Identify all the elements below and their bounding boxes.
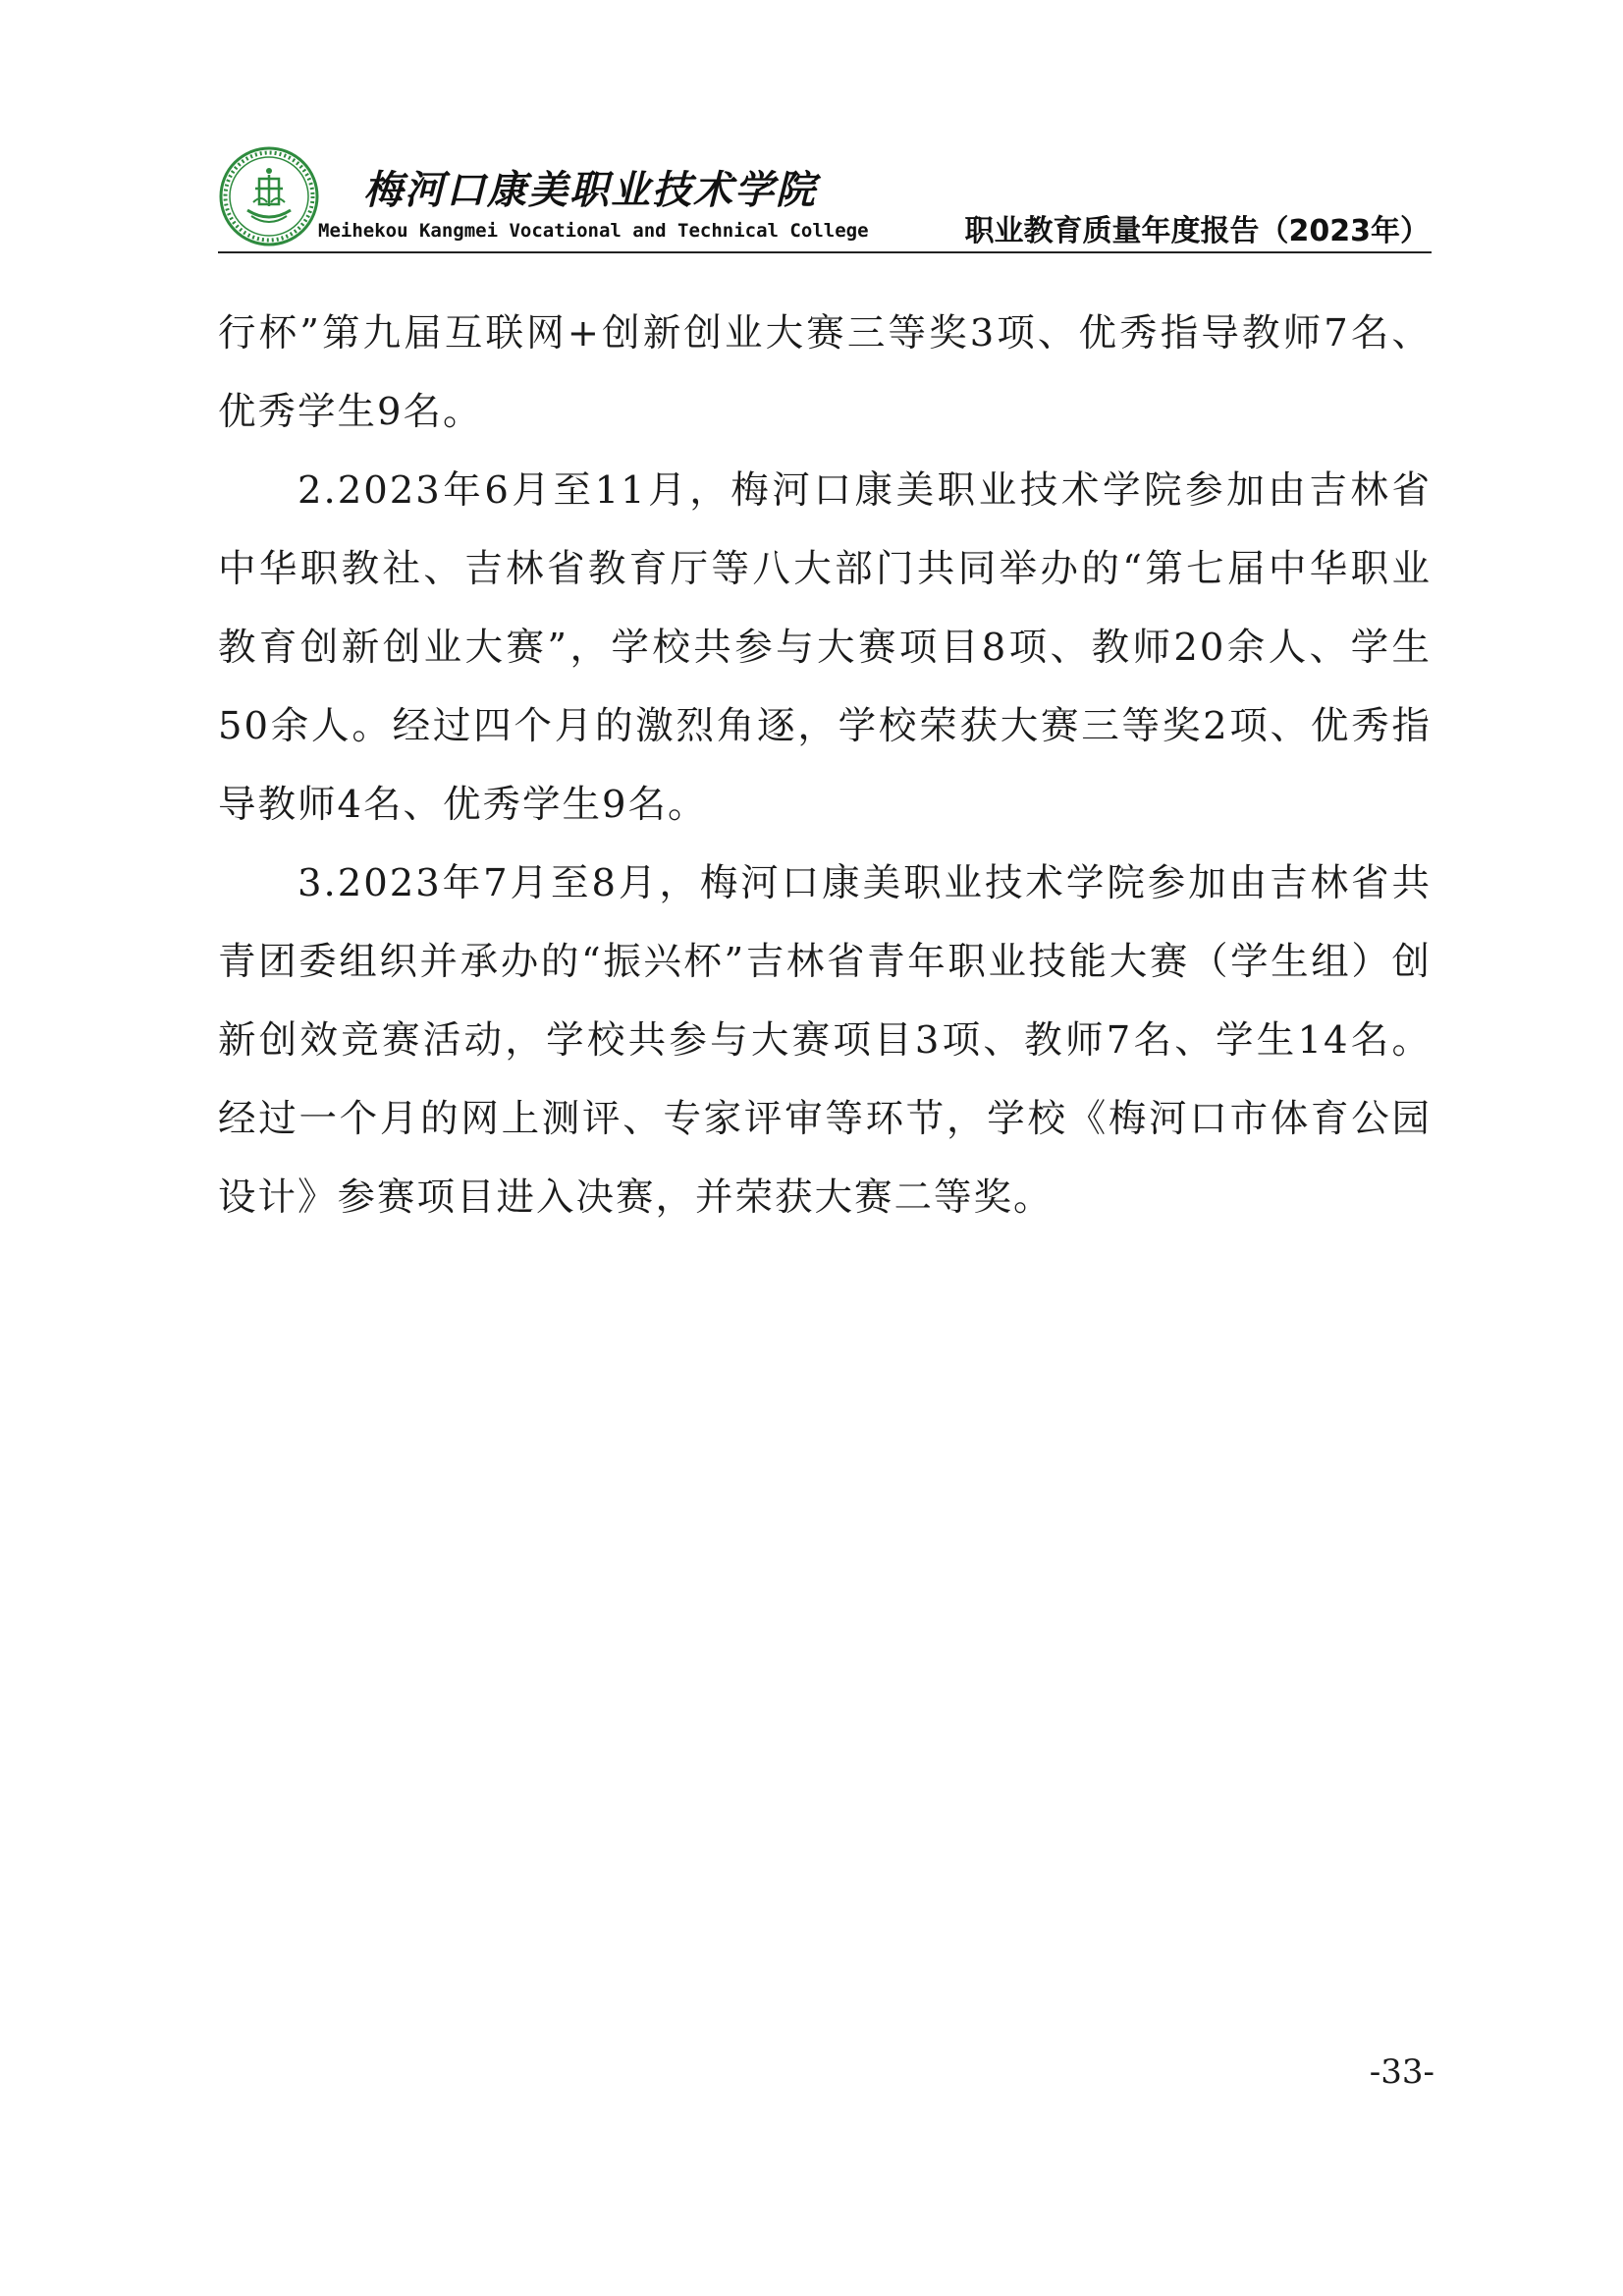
report-title: 职业教育质量年度报告（2023年） (964, 214, 1430, 248)
body-paragraph: 2.2023年6月至11月，梅河口康美职业技术学院参加由吉林省中华职教社、吉林省教育厅等八大部门共同举办的“第七届中华职业教育创新创业大赛”，学校共参与大赛项目8项、教师20余人、学生50余人。经过四个月的激烈角逐，学校荣获大赛三等奖2项、优秀指导教师4名、优秀学生9名。 (218, 468, 1432, 827)
page-header (218, 145, 1432, 251)
college-name-cn: 梅河口康美职业技术学院 (363, 167, 817, 213)
header-divider (218, 251, 1432, 253)
body-paragraph: 3.2023年7月至8月，梅河口康美职业技术学院参加由吉林省共青团委组织并承办的“振兴杯”吉林省青年职业技能大赛（学生组）创新创效竞赛活动，学校共参与大赛项目3项、教师7名、学生14名。经过一个月的网上测评、专家评审等环节，学校《梅河口市体育公园设计》参赛项目进入决赛，并荣获大赛二等奖。 (218, 861, 1432, 1220)
page-number: -33- (1369, 2052, 1434, 2092)
body-paragraph: 行杯”第九届互联网+创新创业大赛三等奖3项、优秀指导教师7名、优秀学生9名。 (218, 311, 1432, 434)
college-name-en: Meihekou Kangmei Vocational and Technical College (318, 220, 869, 242)
college-logo-icon (218, 145, 320, 247)
document-body (218, 295, 1432, 1237)
